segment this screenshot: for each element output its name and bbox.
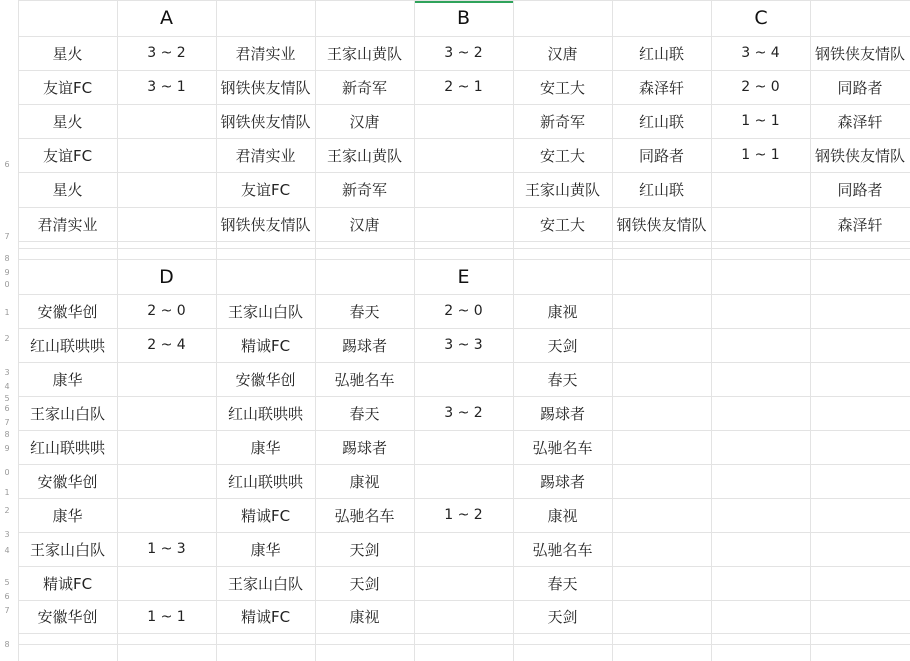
cell-match-score[interactable] [414, 104, 513, 138]
row-number: 0 [4, 280, 10, 289]
cell-match-score[interactable] [414, 362, 513, 396]
cell-team-home[interactable]: 友谊FC [42, 78, 93, 97]
cell-team-away[interactable]: 春天 [547, 574, 578, 593]
cell-team-home[interactable]: 红山联 [638, 112, 684, 131]
cell-team-home[interactable]: 精诚FC [42, 574, 93, 593]
row-number: 6 [4, 160, 10, 169]
grid-row-line [18, 248, 910, 249]
cell-team-home[interactable]: 汉唐 [349, 112, 380, 131]
cell-match-score[interactable] [414, 430, 513, 464]
cell-team-home[interactable]: 红山联 [638, 181, 684, 199]
cell-match-score[interactable] [414, 600, 513, 633]
row-number: 3 [4, 368, 10, 377]
cell-team-home[interactable]: 弘驰名车 [334, 506, 395, 525]
cell-team-home[interactable]: 红山联哄哄 [29, 336, 105, 355]
row-number: 3 [4, 530, 10, 539]
group-header-d: D [159, 265, 174, 288]
cell-match-score[interactable] [117, 138, 216, 172]
cell-match-score[interactable] [117, 430, 216, 464]
row-number: 2 [4, 334, 10, 343]
row-number: 5 [4, 578, 10, 587]
cell-match-score[interactable] [117, 207, 216, 241]
cell-match-score[interactable]: 2 ~ 0 [741, 79, 780, 95]
cell-team-away[interactable]: 钢铁侠友情队 [220, 78, 311, 97]
cell-team-home[interactable]: 王家山白队 [29, 540, 105, 559]
cell-match-score[interactable]: 3 ~ 3 [444, 337, 483, 353]
cell-team-away[interactable]: 汉唐 [547, 44, 578, 63]
cell-match-score[interactable] [414, 172, 513, 207]
cell-team-away[interactable]: 安工大 [539, 78, 585, 97]
cell-match-score[interactable] [117, 498, 216, 532]
cell-match-score[interactable]: 2 ~ 4 [147, 337, 186, 353]
cell-team-home[interactable]: 友谊FC [42, 146, 93, 165]
row-number: 5 [4, 394, 10, 403]
grid-row-line [18, 241, 910, 242]
cell-team-home[interactable]: 汉唐 [349, 215, 380, 234]
row-number: 1 [4, 488, 10, 497]
cell-match-score[interactable] [117, 464, 216, 498]
group-header-c: C [754, 7, 768, 29]
row-number: 9 [4, 268, 10, 277]
row-number: 8 [4, 430, 10, 439]
cell-team-away[interactable]: 王家山白队 [227, 302, 303, 321]
cell-team-home[interactable]: 君清实业 [37, 215, 98, 234]
cell-match-score[interactable]: 3 ~ 4 [741, 45, 780, 61]
cell-team-home[interactable]: 安徽华创 [37, 608, 98, 626]
cell-match-score[interactable] [117, 396, 216, 430]
cell-team-home[interactable]: 康视 [349, 472, 380, 491]
group-header-a: A [160, 7, 173, 29]
cell-match-score[interactable] [117, 172, 216, 207]
cell-team-away[interactable]: 精诚FC [240, 506, 291, 525]
cell-team-away[interactable]: 天剑 [547, 608, 578, 626]
cell-team-away[interactable]: 钢铁侠友情队 [220, 112, 311, 131]
cell-team-away[interactable]: 君清实业 [235, 146, 296, 165]
cell-match-score[interactable]: 2 ~ 0 [147, 303, 186, 319]
cell-team-away[interactable]: 钢铁侠友情队 [814, 146, 905, 165]
cell-match-score[interactable] [711, 172, 810, 207]
cell-match-score[interactable] [414, 566, 513, 600]
cell-team-away[interactable]: 红山联哄哄 [227, 404, 303, 423]
cell-team-away[interactable]: 同路者 [837, 78, 883, 97]
cell-team-away[interactable]: 王家山白队 [227, 574, 303, 593]
cell-team-away[interactable]: 康华 [250, 438, 281, 457]
cell-match-score[interactable] [414, 207, 513, 241]
cell-team-away[interactable]: 友谊FC [240, 181, 291, 199]
cell-team-away[interactable]: 精诚FC [240, 608, 291, 626]
cell-team-away[interactable]: 森泽轩 [837, 112, 883, 131]
cell-team-away[interactable]: 钢铁侠友情队 [220, 215, 311, 234]
cell-team-away[interactable]: 同路者 [837, 181, 883, 199]
cell-team-home[interactable]: 康视 [349, 608, 380, 626]
cell-team-home[interactable]: 王家山黄队 [326, 44, 402, 63]
row-number: 4 [4, 546, 10, 555]
cell-team-away[interactable]: 弘驰名车 [532, 540, 593, 559]
cell-team-away[interactable]: 钢铁侠友情队 [814, 44, 905, 63]
cell-team-away[interactable]: 弘驰名车 [532, 438, 593, 457]
cell-team-home[interactable]: 星火 [52, 112, 83, 131]
cell-team-home[interactable]: 红山联哄哄 [29, 438, 105, 457]
cell-match-score[interactable] [117, 104, 216, 138]
row-number: 8 [4, 254, 10, 263]
cell-team-home[interactable]: 王家山黄队 [326, 146, 402, 165]
cell-team-home[interactable]: 森泽轩 [638, 78, 684, 97]
cell-match-score[interactable]: 1 ~ 3 [147, 541, 186, 557]
row-number: 6 [4, 404, 10, 413]
cell-team-home[interactable]: 王家山白队 [29, 404, 105, 423]
cell-team-away[interactable]: 康视 [547, 302, 578, 321]
cell-team-home[interactable]: 同路者 [638, 146, 684, 165]
cell-team-home[interactable]: 星火 [52, 44, 83, 63]
cell-team-home[interactable]: 新奇军 [341, 78, 387, 97]
cell-team-home[interactable]: 天剑 [349, 574, 380, 593]
cell-match-score[interactable]: 3 ~ 2 [147, 45, 186, 61]
cell-match-score[interactable] [117, 566, 216, 600]
cell-match-score[interactable]: 1 ~ 1 [741, 113, 780, 129]
cell-team-away[interactable]: 春天 [547, 370, 578, 389]
group-header-b: B [456, 7, 471, 29]
cell-team-away[interactable]: 新奇军 [539, 112, 585, 131]
cell-match-score[interactable]: 2 ~ 0 [444, 303, 483, 319]
cell-match-score[interactable] [117, 362, 216, 396]
cell-team-away[interactable]: 精诚FC [240, 336, 291, 355]
cell-team-home[interactable]: 钢铁侠友情队 [616, 215, 707, 234]
cell-team-away[interactable]: 踢球者 [539, 404, 585, 423]
cell-team-home[interactable]: 红山联 [638, 44, 684, 63]
cell-match-score[interactable] [414, 532, 513, 566]
cell-team-away[interactable]: 安工大 [539, 146, 585, 165]
cell-match-score[interactable] [414, 464, 513, 498]
cell-team-home[interactable]: 弘驰名车 [334, 370, 395, 389]
cell-team-home[interactable]: 春天 [349, 404, 380, 423]
cell-team-home[interactable]: 安徽华创 [37, 302, 98, 321]
row-number: 4 [4, 382, 10, 391]
cell-team-home[interactable]: 康华 [52, 370, 83, 389]
grid-row-line [18, 644, 910, 645]
row-number: 2 [4, 506, 10, 515]
cell-team-away[interactable]: 康视 [547, 506, 578, 525]
row-number: 9 [4, 444, 10, 453]
row-number: 8 [4, 640, 10, 649]
cell-match-score[interactable]: 2 ~ 1 [444, 79, 483, 95]
cell-team-away[interactable]: 君清实业 [235, 44, 296, 63]
row-number: 7 [4, 232, 10, 241]
cell-match-score[interactable]: 1 ~ 1 [147, 608, 186, 625]
cell-team-home[interactable]: 踢球者 [341, 438, 387, 457]
row-number: 7 [4, 606, 10, 615]
cell-team-away[interactable]: 安徽华创 [235, 370, 296, 389]
row-number: 7 [4, 418, 10, 427]
cell-team-away[interactable]: 红山联哄哄 [227, 472, 303, 491]
cell-team-home[interactable]: 康华 [52, 506, 83, 525]
group-header-e: E [457, 265, 470, 288]
cell-match-score[interactable]: 3 ~ 2 [444, 45, 483, 61]
row-number: 0 [4, 468, 10, 477]
cell-team-away[interactable]: 安工大 [539, 215, 585, 234]
cell-team-home[interactable]: 新奇军 [341, 181, 387, 199]
cell-match-score[interactable]: 3 ~ 1 [147, 79, 186, 95]
cell-team-home[interactable]: 春天 [349, 302, 380, 321]
cell-team-away[interactable]: 森泽轩 [837, 215, 883, 234]
cell-match-score[interactable]: 1 ~ 2 [444, 507, 483, 523]
cell-team-away[interactable]: 天剑 [547, 336, 578, 355]
cell-team-away[interactable]: 踢球者 [539, 472, 585, 491]
cell-match-score[interactable]: 1 ~ 1 [741, 147, 780, 163]
cell-team-away[interactable]: 康华 [250, 540, 281, 559]
cell-team-home[interactable]: 星火 [52, 181, 83, 199]
cell-match-score[interactable] [414, 138, 513, 172]
row-number: 6 [4, 592, 10, 601]
cell-team-home[interactable]: 踢球者 [341, 336, 387, 355]
cell-team-home[interactable]: 天剑 [349, 540, 380, 559]
cell-match-score[interactable] [711, 207, 810, 241]
cell-team-home[interactable]: 安徽华创 [37, 472, 98, 491]
cell-match-score[interactable]: 3 ~ 2 [444, 405, 483, 421]
cell-team-away[interactable]: 王家山黄队 [524, 181, 600, 199]
row-number: 1 [4, 308, 10, 317]
grid-row-line [18, 633, 910, 634]
